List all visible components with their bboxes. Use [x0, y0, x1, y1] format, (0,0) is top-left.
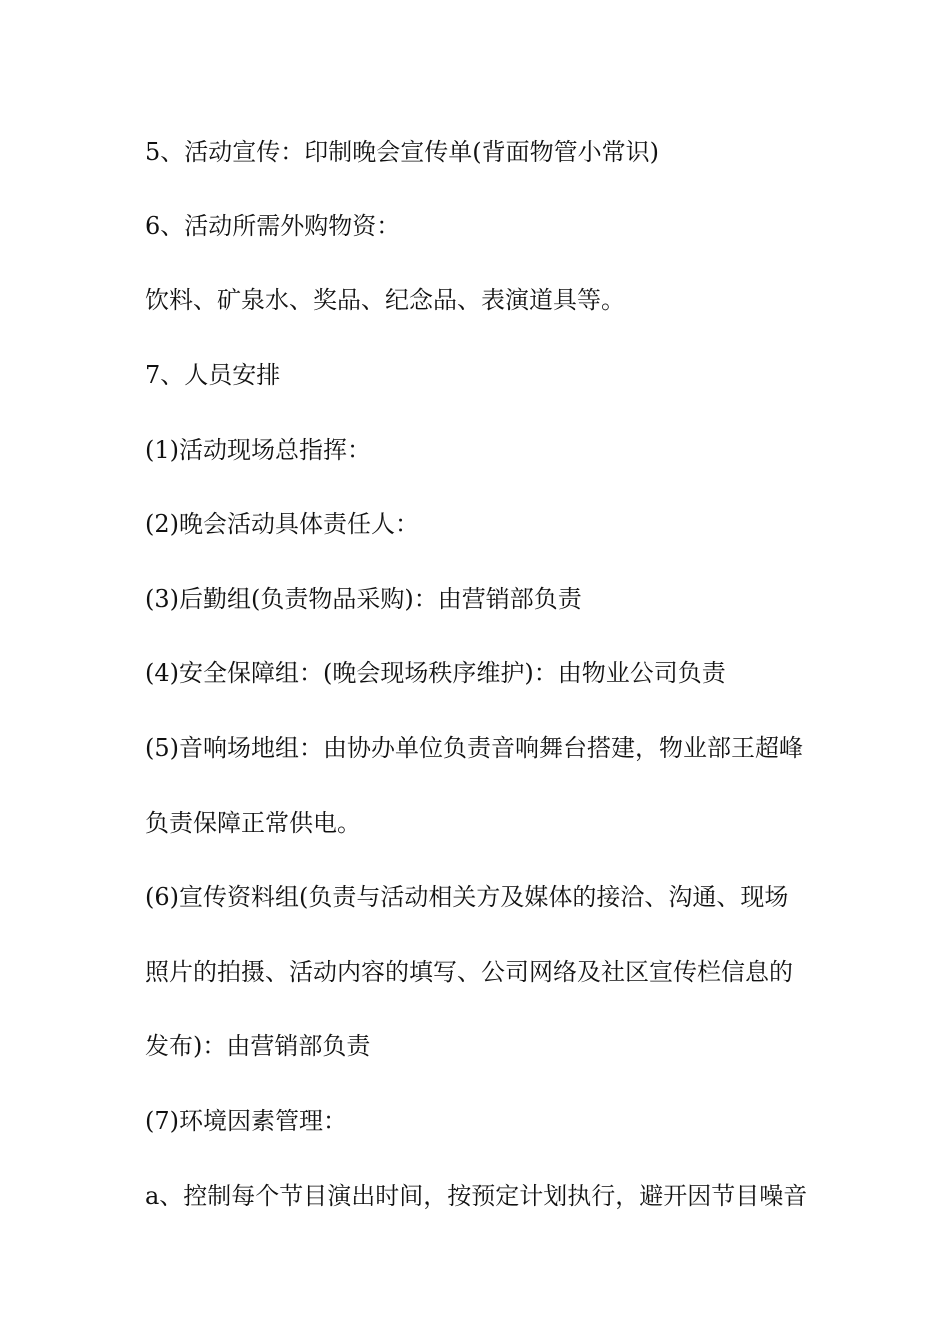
text-line: 发布)：由营销部负责 [145, 1032, 371, 1060]
text-line: 7、人员安排 [145, 361, 281, 389]
text-line: (2)晚会活动具体责任人： [145, 510, 419, 538]
text-line: a、控制每个节目演出时间，按预定计划执行，避开因节目噪音 [145, 1182, 808, 1210]
text-line: 负责保障正常供电。 [145, 809, 361, 837]
text-line: 6、活动所需外购物资： [145, 212, 401, 240]
text-line: (6)宣传资料组(负责与活动相关方及媒体的接洽、沟通、现场 [145, 883, 789, 911]
text-line: (5)音响场地组：由协办单位负责音响舞台搭建，物业部王超峰 [145, 734, 803, 762]
text-line: 5、活动宣传：印制晚会宣传单(背面物管小常识) [145, 138, 659, 166]
text-line: (7)环境因素管理： [145, 1107, 347, 1135]
text-line: (3)后勤组(负责物品采购)：由营销部负责 [145, 585, 582, 613]
text-line: 饮料、矿泉水、奖品、纪念品、表演道具等。 [145, 286, 625, 314]
text-line: 照片的拍摄、活动内容的填写、公司网络及社区宣传栏信息的 [145, 958, 793, 986]
text-line: (4)安全保障组：(晚会现场秩序维护)：由物业公司负责 [145, 659, 726, 687]
text-line: (1)活动现场总指挥： [145, 436, 371, 464]
